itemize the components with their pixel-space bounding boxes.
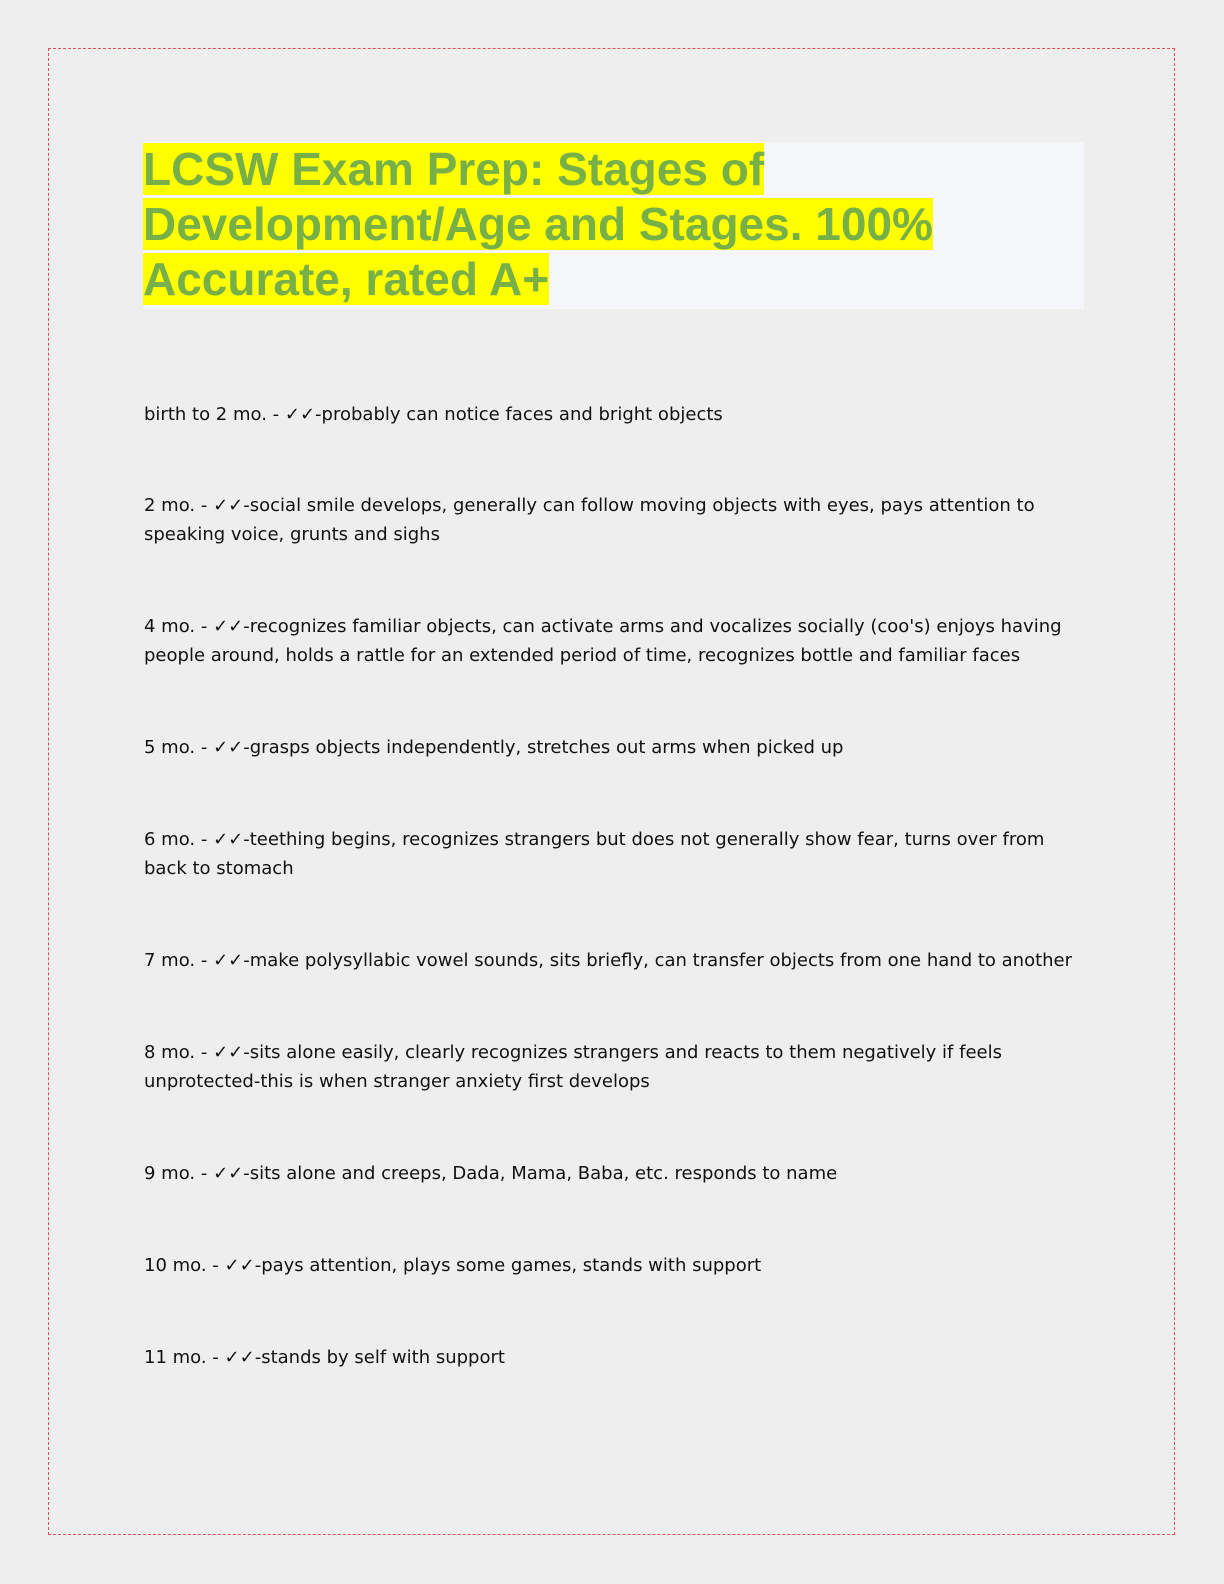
qa-entry — [144, 400, 1074, 429]
qa-entry — [144, 491, 1074, 549]
check-mark-icon: ✓✓ — [213, 829, 244, 850]
entry-definition: -pays attention, plays some games, stands with support — [254, 1255, 762, 1276]
entry-term: 7 mo. - — [144, 950, 214, 971]
check-mark-icon: ✓✓ — [213, 1042, 244, 1063]
entry-term: 10 mo. - — [144, 1255, 225, 1276]
check-mark-icon: ✓✓ — [213, 495, 244, 516]
check-mark-icon: ✓✓ — [213, 950, 244, 971]
title-block — [143, 142, 1084, 309]
entry-definition: -social smile develops, generally can follow moving objects with eyes, pays attention to speaking voice, grunts and sighs — [144, 495, 1035, 545]
entry-definition: -teething begins, recognizes strangers but does not generally show fear, turns over from back to stomach — [144, 829, 1045, 879]
check-mark-icon: ✓✓ — [213, 616, 244, 637]
qa-entry — [144, 946, 1074, 975]
title-line-1: LCSW Exam Prep: Stages of — [143, 143, 765, 195]
qa-entry — [144, 825, 1074, 883]
entry-definition: -recognizes familiar objects, can activate arms and vocalizes socially (coo's) enjoys having people around, holds a rattle for an extended period of time, recognizes bottle and familiar faces — [144, 616, 1062, 666]
qa-entry — [144, 612, 1074, 670]
qa-entry — [144, 1038, 1074, 1096]
entry-term: 9 mo. - — [144, 1163, 214, 1184]
entry-term: 4 mo. - — [144, 616, 214, 637]
entry-term: birth to 2 mo. - — [144, 404, 285, 425]
title-line-2: Development/Age and Stages. 100% — [143, 198, 933, 250]
entry-term: 5 mo. - — [144, 737, 214, 758]
entry-definition: -stands by self with support — [254, 1347, 505, 1368]
entry-term: 8 mo. - — [144, 1042, 214, 1063]
qa-entry — [144, 1159, 1074, 1188]
check-mark-icon: ✓✓ — [213, 737, 244, 758]
title-line-3: Accurate, rated A+ — [143, 253, 550, 305]
check-mark-icon: ✓✓ — [224, 1255, 255, 1276]
entry-definition: -grasps objects independently, stretches out arms when picked up — [243, 737, 844, 758]
qa-entry — [144, 1251, 1074, 1280]
document-title — [143, 142, 1084, 307]
qa-entry — [144, 1343, 1074, 1372]
entry-term: 2 mo. - — [144, 495, 214, 516]
entry-term: 11 mo. - — [144, 1347, 225, 1368]
entry-definition: -sits alone and creeps, Dada, Mama, Baba, etc. responds to name — [243, 1163, 838, 1184]
entry-definition: -probably can notice faces and bright objects — [315, 404, 723, 425]
entry-definition: -sits alone easily, clearly recognizes strangers and reacts to them negatively if feels unprotected-this is when stranger anxiety first develops — [144, 1042, 1002, 1092]
entry-definition: -make polysyllabic vowel sounds, sits briefly, can transfer objects from one hand to another — [243, 950, 1073, 971]
check-mark-icon: ✓✓ — [284, 404, 316, 425]
qa-entry — [144, 733, 1074, 762]
check-mark-icon: ✓✓ — [224, 1347, 255, 1368]
entry-term: 6 mo. - — [144, 829, 214, 850]
check-mark-icon: ✓✓ — [213, 1163, 244, 1184]
